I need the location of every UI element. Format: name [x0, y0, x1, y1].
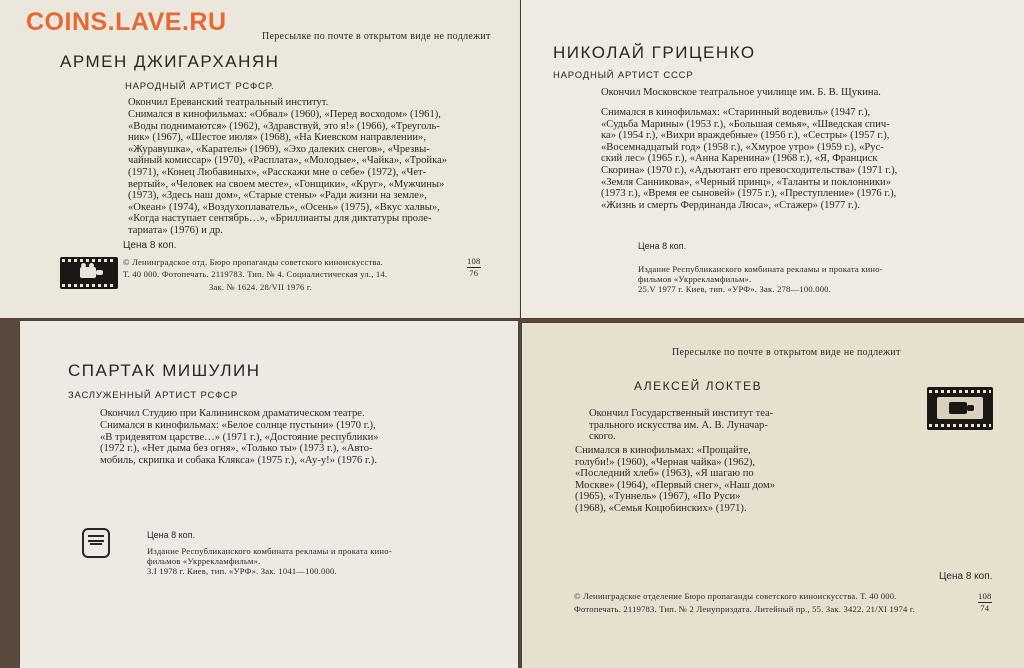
imprint-line: © Ленинградское отделение Бюро пропаганды советского киноискусства. Т. 40 000.: [574, 591, 897, 601]
imprint-line: Издание Республиканского комбината рекламы и проката кино-: [638, 264, 883, 274]
film-line: Скорина» (1970 г.), «Адъютант его превосходительства» (1971 г.),: [601, 164, 898, 176]
imprint: [147, 546, 392, 576]
studio-logo-icon: [82, 528, 110, 558]
postcard-armen: [0, 0, 520, 318]
imprint-line: Фотопечать. 2119783. Тип. № 2 Ленуприздата. Литейный пр., 55. Зак. 3422. 21/XI 1974 г.: [574, 604, 915, 614]
education-line: ского.: [589, 431, 616, 443]
film-line: (1973), «Здесь наш дом», «Старые стены» «Ради жизни на земле»,: [128, 190, 427, 202]
film-line: «Когда наступает сентябрь…», «Бриллианты для диктатуры проле-: [128, 213, 432, 225]
education-text: Окончил Ереванский театральный институт.: [128, 97, 329, 108]
film-line: «Последний хлеб» (1963), «Я шагаю по: [575, 468, 754, 480]
film-line: ский лес» (1965 г.), «Анна Каренина» (1968 г.), «Я, Франциск: [601, 153, 878, 165]
actor-name: АРМЕН ДЖИГАРХАНЯН: [60, 52, 280, 71]
education-line: Окончил Государственный институт теа-: [589, 408, 774, 419]
postcard-nikolai: [521, 0, 1024, 318]
education-text: Окончил Московское театральное училище им. Б. В. Щукина.: [601, 87, 881, 98]
actor-title: НАРОДНЫЙ АРТИСТ РСФСР.: [125, 81, 275, 92]
postcard-spartak: [20, 321, 518, 668]
catalog-code: [467, 256, 481, 278]
filmography: [128, 109, 447, 237]
film-line: (1971), «Конец Любавиных», «Расскажи мне о себе» (1972), «Чет-: [128, 166, 427, 178]
film-line: голуби!» (1960), «Черная чайка» (1962),: [575, 456, 756, 468]
code-bottom: 74: [978, 602, 992, 613]
film-line: «Воды поднимаются» (1962), «Здравствуй, это я!» (1966), «Треуголь-: [128, 120, 440, 132]
code-bottom: 76: [467, 267, 481, 278]
postal-note: Пересылке по почте в открытом виде не подлежит: [672, 347, 901, 358]
film-line: (1965), «Туннель» (1967), «По Руси»: [575, 491, 741, 503]
film-line: «Земля Санникова», «Черный принц», «Таланты и поклонники»: [601, 176, 891, 188]
imprint-line: фильмов «Укррекламфильм».: [638, 274, 752, 284]
imprint-line: 3.I 1978 г. Киев, тип. «УРФ». Зак. 1041—100.000.: [147, 566, 337, 576]
watermark-logo: COINS.LAVE.RU: [26, 8, 227, 36]
price: Цена 8 коп.: [638, 241, 687, 251]
actor-name: АЛЕКСЕЙ ЛОКТЕВ: [634, 379, 763, 393]
imprint-line: фильмов «Укррекламфильм».: [147, 556, 261, 566]
film-camera-logo-icon: [60, 257, 118, 289]
film-line: вертый», «Человек на своем месте», «Гонщики», «Круг», «Мужчины»: [128, 178, 445, 190]
film-line: Снимался в кинофильмах: «Прощайте,: [575, 445, 751, 456]
actor-title: НАРОДНЫЙ АРТИСТ СССР: [553, 70, 694, 81]
imprint: [574, 591, 915, 614]
imprint-line: Издание Республиканского комбината рекламы и проката кино-: [147, 546, 392, 556]
film-line: Москве» (1964), «Первый снег», «Наш дом»: [575, 479, 776, 491]
film-line: Снимался в кинофильмах: «Обвал» (1960), «Перед восходом» (1961),: [128, 109, 441, 120]
catalog-code: [978, 591, 992, 613]
filmography: [100, 420, 379, 466]
postcard-aleksei: [522, 323, 1024, 668]
film-line: Снимался в кинофильмах: «Белое солнце пустыни» (1970 г.),: [100, 420, 376, 431]
imprint-line: Т. 40 000. Фотопечать. 2119783. Тип. № 4. Социалистическая ул., 14.: [123, 269, 388, 279]
film-line: чайный комиссар» (1970), «Расплата», «Молодые», «Чайка», «Тройка»: [128, 155, 448, 167]
imprint-line: Зак. № 1624. 28/VII 1976 г.: [209, 282, 312, 292]
imprint: [123, 257, 387, 292]
actor-name: СПАРТАК МИШУЛИН: [68, 361, 261, 380]
education-text: [589, 408, 773, 443]
film-line: «Судьба Марины» (1953 г.), «Большая семья», «Шведская спич-: [601, 118, 890, 130]
education-line: трального искусства им. А. В. Луначар-: [589, 419, 768, 431]
imprint-line: 25.V 1977 г. Киев, тип. «УРФ». Зак. 278—100.000.: [638, 284, 832, 294]
price: Цена 8 коп.: [939, 571, 993, 582]
film-line: (1973 г.), «Время ее сыновей» (1975 г.), «Преступление» (1976 г.),: [601, 188, 897, 200]
filmography: [575, 445, 775, 515]
education-text: Окончил Студию при Калининском драматическом театре.: [100, 408, 365, 419]
imprint: [638, 264, 883, 294]
code-top: 108: [978, 591, 992, 601]
film-line: (1968), «Семья Коцюбинских» (1971).: [575, 502, 747, 514]
postal-note: Пересылке по почте в открытом виде не подлежит: [262, 31, 491, 42]
film-line: мобиль, скрипка и собака Клякса» (1975 г.), «Ау-у!» (1976 г.).: [100, 454, 377, 466]
film-line: «Восемнадцатый год» (1958 г.), «Хмурое утро» (1959 г.), «Рус-: [601, 141, 884, 153]
film-line: «В тридевятом царстве…» (1971 г.), «Достояние республики»: [100, 431, 379, 443]
imprint-line: © Ленинградское отд. Бюро пропаганды советского киноискусства.: [123, 257, 383, 267]
filmography: [601, 107, 897, 211]
film-line: тариата» (1976) и др.: [128, 224, 223, 236]
film-camera-logo-icon: [927, 387, 993, 430]
actor-title: ЗАСЛУЖЕННЫЙ АРТИСТ РСФСР: [68, 390, 238, 401]
code-top: 108: [467, 256, 481, 266]
actor-name: НИКОЛАЙ ГРИЦЕНКО: [553, 43, 756, 62]
film-line: «Океан» (1974), «Воздухоплаватель», «Осень» (1975), «Вкус халвы»,: [128, 201, 440, 213]
price: Цена 8 коп.: [123, 240, 177, 251]
film-line: Снимался в кинофильмах: «Старинный водевиль» (1947 г.),: [601, 107, 871, 118]
film-line: ка» (1954 г.), «Вихри враждебные» (1956 г.), «Сестры» (1957 г.),: [601, 130, 890, 142]
film-line: «Жизнь и смерть Фердинанда Люса», «Стажер» (1977 г.).: [601, 199, 860, 211]
price: Цена 8 коп.: [147, 530, 196, 540]
film-line: ник» (1967), «Шестое июля» (1968), «На Киевском направлении»,: [128, 132, 426, 144]
film-line: «Журавушка», «Каратель» (1969), «Эхо далеких снегов», «Чрезвы-: [128, 143, 430, 155]
film-line: (1972 г.), «Нет дыма без огня», «Только ты» (1973 г.), «Авто-: [100, 443, 373, 455]
